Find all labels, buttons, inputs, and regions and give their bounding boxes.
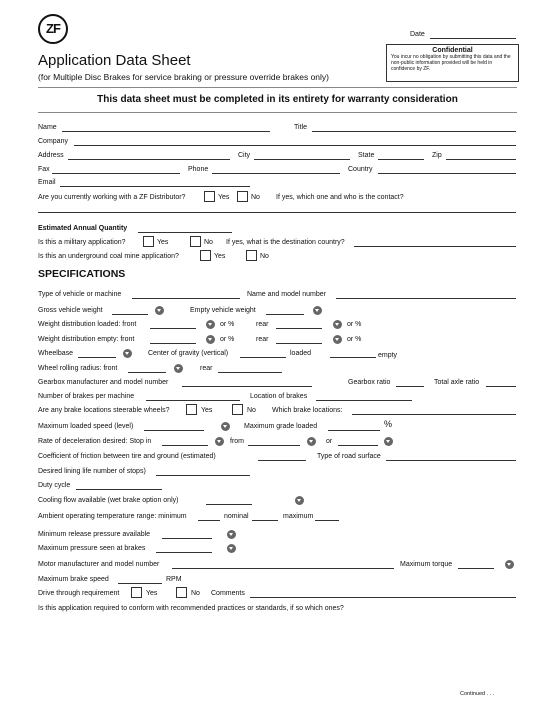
zip-field[interactable] [446, 159, 516, 160]
wd-loaded-front-field[interactable] [150, 328, 196, 329]
gross-weight-label: Gross vehicle weight [38, 307, 103, 314]
name-field[interactable] [62, 131, 270, 132]
fax-field[interactable] [52, 173, 180, 174]
gearbox-ratio-field[interactable] [396, 386, 424, 387]
max-torque-field[interactable] [458, 568, 494, 569]
road-surface-label: Type of road surface [317, 453, 381, 460]
comments-field[interactable] [250, 597, 516, 598]
company-label: Company [38, 138, 68, 145]
continued-label: Continued . . . [460, 691, 495, 697]
nominal-label: nominal [224, 513, 249, 520]
ambient-label: Ambient operating temperature range: minimum [38, 513, 187, 520]
ambient-nominal-field[interactable] [252, 520, 278, 521]
yes-label: Yes [146, 590, 158, 597]
wd-loaded-rear-field[interactable] [276, 328, 322, 329]
friction-field[interactable] [258, 460, 306, 461]
num-brakes-label: Number of brakes per machine [38, 393, 135, 400]
wheelbase-field[interactable] [78, 357, 116, 358]
name-label: Name [38, 124, 57, 131]
rolling-radius-front-dropdown-icon[interactable] [174, 364, 183, 373]
or-pct-label: or % [220, 336, 235, 343]
no-label: No [251, 194, 260, 201]
comments-label: Comments [211, 590, 245, 597]
date-label: Date [410, 31, 425, 38]
duty-cycle-field[interactable] [76, 489, 162, 490]
country-label: Country [348, 166, 373, 173]
lining-life-label: Desired lining life number of stops) [38, 468, 146, 475]
company-field[interactable] [74, 145, 516, 146]
country-field[interactable] [378, 173, 516, 174]
total-axle-field[interactable] [486, 386, 516, 387]
wheelbase-unit-dropdown-icon[interactable] [123, 349, 132, 358]
no-label: No [247, 407, 256, 414]
empty-label: empty [378, 352, 398, 359]
military-question: Is this a military application? [38, 239, 126, 246]
wd-empty-front-field[interactable] [150, 343, 196, 344]
max-pressure-field[interactable] [156, 552, 212, 553]
road-surface-field[interactable] [386, 460, 516, 461]
date-field[interactable] [430, 38, 516, 39]
city-label: City [238, 152, 251, 159]
gearbox-mfr-label: Gearbox manufacturer and model number [38, 379, 169, 386]
no-label: No [204, 239, 213, 246]
motor-label: Motor manufacturer and model number [38, 561, 160, 568]
coal-yes-checkbox[interactable] [200, 250, 211, 261]
decel-from-dropdown-icon[interactable] [307, 437, 316, 446]
max-torque-label: Maximum torque [400, 561, 453, 568]
max-speed-unit-dropdown-icon[interactable] [221, 422, 230, 431]
email-field[interactable] [60, 186, 250, 187]
title-label: Title [294, 124, 307, 131]
max-brake-speed-field[interactable] [118, 583, 162, 584]
cooling-field[interactable] [206, 504, 252, 505]
max-torque-unit-dropdown-icon[interactable] [505, 560, 514, 569]
state-field[interactable] [378, 159, 424, 160]
decel-stop-field[interactable] [162, 445, 208, 446]
zip-label: Zip [432, 152, 442, 159]
duty-cycle-label: Duty cycle [38, 482, 71, 489]
pct-label: % [384, 419, 393, 429]
max-speed-field[interactable] [144, 430, 204, 431]
location-brakes-field[interactable] [316, 400, 412, 401]
rolling-radius-rear-field[interactable] [218, 372, 282, 373]
coal-no-checkbox[interactable] [246, 250, 257, 261]
rear-label: rear [200, 365, 213, 372]
or-label: or [326, 438, 333, 445]
destination-country-field[interactable] [354, 246, 516, 247]
steerable-question: Are any brake locations steerable wheels? [38, 407, 170, 414]
which-brake-field[interactable] [352, 414, 516, 415]
decel-from-field[interactable] [248, 445, 300, 446]
total-axle-label: Total axle ratio [434, 379, 480, 386]
yes-label: Yes [218, 194, 230, 201]
city-field[interactable] [254, 159, 350, 160]
wd-empty-rear-dropdown-icon[interactable] [333, 335, 342, 344]
min-release-field[interactable] [162, 538, 212, 539]
num-brakes-field[interactable] [146, 400, 240, 401]
fax-label: Fax [38, 166, 50, 173]
ambient-max-field[interactable] [315, 520, 339, 521]
annual-quantity-field[interactable] [138, 232, 232, 233]
zf-logo [38, 14, 68, 44]
max-pressure-label: Maximum pressure seen at brakes [38, 545, 146, 552]
standards-question: Is this application required to conform with recommended practices or standards, if so which ones? [38, 605, 344, 612]
rolling-radius-label: Wheel rolling radius: front [38, 365, 118, 372]
rear-label: rear [256, 321, 269, 328]
distributor-contact-field[interactable] [38, 212, 516, 213]
rear-label: rear [256, 336, 269, 343]
military-no-checkbox[interactable] [190, 236, 201, 247]
max-pressure-unit-dropdown-icon[interactable] [227, 544, 236, 553]
max-brake-speed-label: Maximum brake speed [38, 576, 109, 583]
wd-empty-front-dropdown-icon[interactable] [206, 335, 215, 344]
location-brakes-label: Location of brakes [250, 393, 308, 400]
cooling-label: Cooling flow available (wet brake option only) [38, 497, 179, 504]
warranty-banner: This data sheet must be completed in its entirety for warranty consideration [97, 94, 458, 105]
gross-weight-unit-dropdown-icon[interactable] [155, 306, 164, 315]
confidential-box [386, 44, 519, 82]
annual-quantity-label: Estimated Annual Quantity [38, 225, 128, 232]
rpm-label: RPM [166, 576, 182, 583]
drive-through-label: Drive through requirement [38, 590, 120, 597]
wd-empty-label: Weight distribution empty: front [38, 336, 135, 343]
vehicle-type-field[interactable] [132, 298, 240, 299]
email-label: Email [38, 179, 56, 186]
min-release-label: Minimum release pressure available [38, 531, 151, 538]
or-pct-label: or % [220, 321, 235, 328]
which-brake-label: Which brake locations: [272, 407, 343, 414]
no-label: No [191, 590, 200, 597]
distributor-no-checkbox[interactable] [237, 191, 248, 202]
coal-question: Is this an underground coal mine application? [38, 253, 179, 260]
confidential-title: Confidential [432, 47, 473, 54]
name-model-label: Name and model number [247, 291, 326, 298]
empty-weight-unit-dropdown-icon[interactable] [313, 306, 322, 315]
logo-text: ZF [46, 21, 60, 36]
rolling-radius-front-field[interactable] [128, 372, 166, 373]
phone-label: Phone [188, 166, 209, 173]
wd-loaded-label: Weight distribution loaded: front [38, 321, 137, 328]
empty-weight-field[interactable] [266, 314, 304, 315]
name-model-field[interactable] [336, 298, 516, 299]
friction-label: Coefficient of friction between tire and ground (estimated) [38, 453, 216, 460]
military-follow-label: If yes, what is the destination country? [226, 239, 345, 246]
decel-stop-dropdown-icon[interactable] [215, 437, 224, 446]
max-grade-label: Maximum grade loaded [244, 423, 318, 430]
specifications-heading: SPECIFICATIONS [38, 268, 126, 280]
page-subtitle: (for Multiple Disc Brakes for service braking or pressure override brakes only) [38, 72, 329, 82]
or-pct-label: or % [347, 321, 362, 328]
military-yes-checkbox[interactable] [143, 236, 154, 247]
distributor-question: Are you currently working with a ZF Distributor? [38, 194, 186, 201]
steerable-no-checkbox[interactable] [232, 404, 243, 415]
ambient-min-field[interactable] [198, 520, 220, 521]
or-pct-label: or % [347, 336, 362, 343]
divider [38, 87, 517, 88]
steerable-yes-checkbox[interactable] [186, 404, 197, 415]
page-title: Application Data Sheet [38, 52, 191, 69]
max-grade-field[interactable] [328, 430, 380, 431]
address-label: Address [38, 152, 64, 159]
gearbox-mfr-field[interactable] [182, 386, 312, 387]
maximum-label: maximum [283, 513, 314, 520]
wd-loaded-rear-dropdown-icon[interactable] [333, 320, 342, 329]
cog-empty-field[interactable] [330, 357, 376, 358]
drive-through-yes-checkbox[interactable] [131, 587, 142, 598]
yes-label: Yes [214, 253, 226, 260]
gearbox-ratio-label: Gearbox ratio [348, 379, 391, 386]
from-label: from [230, 438, 244, 445]
title-field[interactable] [312, 131, 516, 132]
max-speed-label: Maximum loaded speed (level) [38, 423, 134, 430]
cog-loaded-field[interactable] [240, 357, 286, 358]
address-field[interactable] [68, 159, 230, 160]
no-label: No [260, 253, 269, 260]
wd-loaded-front-dropdown-icon[interactable] [206, 320, 215, 329]
lining-life-field[interactable] [156, 475, 250, 476]
motor-field[interactable] [172, 568, 394, 569]
drive-through-no-checkbox[interactable] [176, 587, 187, 598]
standards-answer-area[interactable] [38, 616, 516, 676]
wd-empty-rear-field[interactable] [276, 343, 322, 344]
state-label: State [358, 152, 375, 159]
wheelbase-label: Wheelbase [38, 350, 74, 357]
loaded-label: loaded [290, 350, 312, 357]
divider [38, 112, 517, 113]
decel-or-field[interactable] [338, 445, 378, 446]
distributor-yes-checkbox[interactable] [204, 191, 215, 202]
distributor-follow-label: If yes, which one and who is the contact? [276, 194, 404, 201]
gross-weight-field[interactable] [112, 314, 148, 315]
yes-label: Yes [201, 407, 213, 414]
cog-label: Center of gravity (vertical) [148, 350, 229, 357]
vehicle-type-label: Type of vehicle or machine [38, 291, 122, 298]
decel-or-dropdown-icon[interactable] [384, 437, 393, 446]
yes-label: Yes [157, 239, 169, 246]
phone-field[interactable] [212, 173, 340, 174]
decel-label: Rate of deceleration desired: Stop in [38, 438, 152, 445]
min-release-unit-dropdown-icon[interactable] [227, 530, 236, 539]
empty-weight-label: Empty vehicle weight [190, 307, 256, 314]
cooling-unit-dropdown-icon[interactable] [295, 496, 304, 505]
confidential-text: You incur no obligation by submitting this data and the non-public information provided will be held in confidence by ZF. [391, 54, 511, 72]
